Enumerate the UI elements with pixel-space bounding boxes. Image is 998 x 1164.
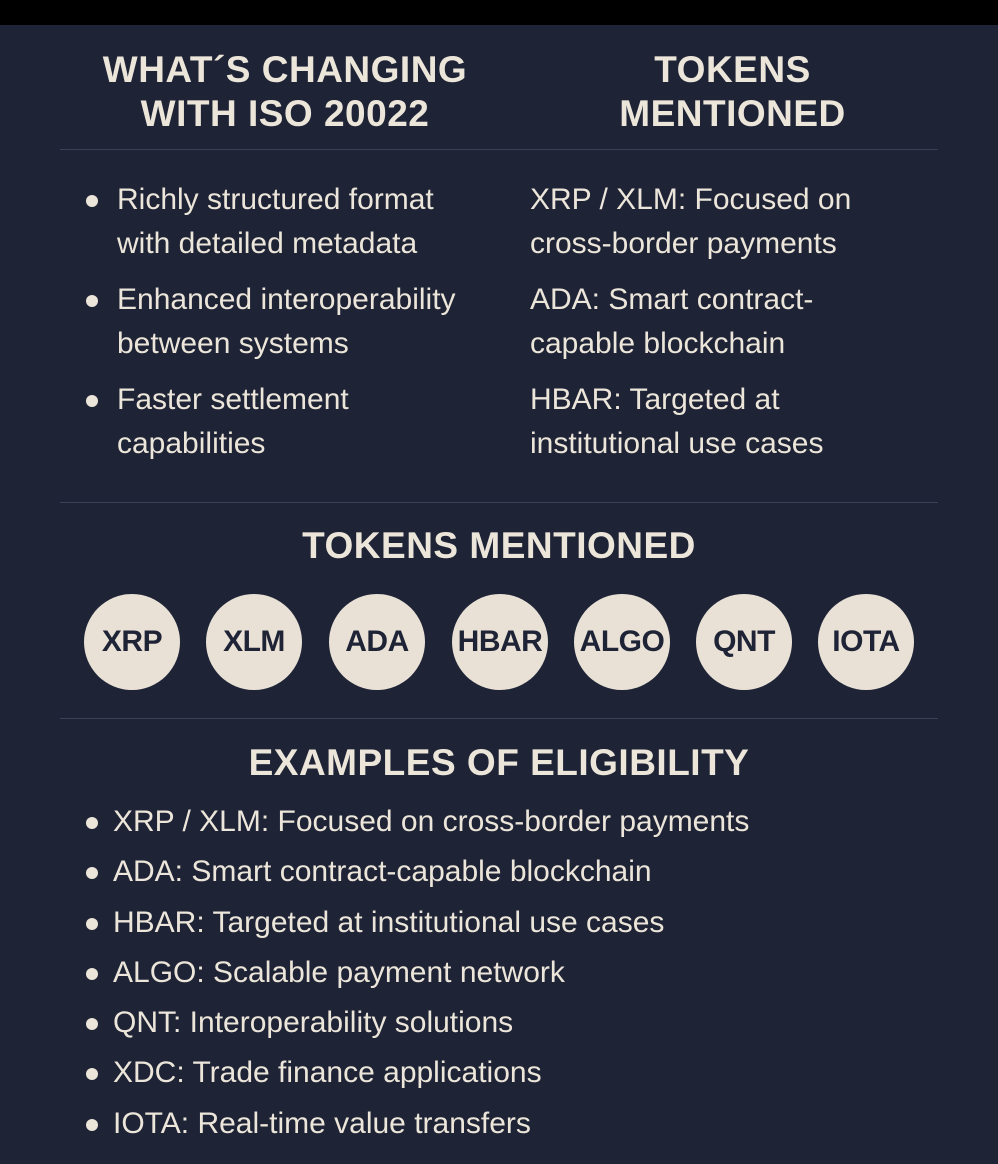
divider-bottom <box>60 718 938 719</box>
example-item: IOTA: Real-time value transfers <box>82 1102 942 1152</box>
token-note-line1: ADA: Smart contract- <box>530 283 814 316</box>
changes-item-line1: Enhanced interoperability <box>117 283 456 316</box>
token-badge-algo: ALGO <box>574 594 670 690</box>
token-badge-hbar: HBAR <box>452 594 548 690</box>
examples-list <box>82 800 942 1152</box>
token-badge-iota: IOTA <box>818 594 914 690</box>
example-item: QNT: Interoperability solutions <box>82 1001 942 1051</box>
changes-heading <box>60 48 510 136</box>
tokens-mentioned-title: TOKENS MENTIONED <box>302 525 696 566</box>
changes-heading-line2: WITH ISO 20022 <box>140 93 430 134</box>
divider-middle <box>60 502 938 503</box>
token-note-line1: XRP / XLM: Focused on <box>530 183 852 216</box>
changes-list <box>82 178 502 478</box>
divider-top <box>60 149 938 150</box>
example-item: ADA: Smart contract-capable blockchain <box>82 850 942 900</box>
example-item: XDC: Trade finance applications <box>82 1051 942 1101</box>
token-note-item <box>530 178 930 266</box>
changes-list-item <box>82 278 502 366</box>
token-note-line2: capable blockchain <box>530 327 786 360</box>
token-note-item <box>530 378 930 466</box>
token-note-item <box>530 278 930 366</box>
token-badge-xrp: XRP <box>84 594 180 690</box>
token-note-line1: HBAR: Targeted at <box>530 383 780 416</box>
example-item: ALGO: Scalable payment network <box>82 951 942 1001</box>
token-badge-qnt: QNT <box>696 594 792 690</box>
example-item: XRP / XLM: Focused on cross-border payments <box>82 800 942 850</box>
changes-list-item <box>82 378 502 466</box>
token-badge-xlm: XLM <box>206 594 302 690</box>
changes-item-line2: with detailed metadata <box>117 227 418 260</box>
examples-title: EXAMPLES OF ELIGIBILITY <box>248 742 750 783</box>
tokens-heading <box>560 48 905 136</box>
token-note-line2: cross-border payments <box>530 227 837 260</box>
tokens-heading-line1: TOKENS <box>654 49 811 90</box>
token-notes-list <box>530 178 930 478</box>
changes-list-item <box>82 178 502 266</box>
changes-item-line1: Richly structured format <box>117 183 434 216</box>
changes-item-line1: Faster settlement <box>117 383 349 416</box>
token-badge-ada: ADA <box>329 594 425 690</box>
changes-heading-line1: WHAT´S CHANGING <box>102 49 468 90</box>
token-note-line2: institutional use cases <box>530 427 824 460</box>
token-badges <box>84 594 914 690</box>
top-bar <box>0 0 998 25</box>
changes-item-line2: between systems <box>117 327 349 360</box>
changes-item-line2: capabilities <box>117 427 266 460</box>
tokens-heading-line2: MENTIONED <box>619 93 846 134</box>
example-item: HBAR: Targeted at institutional use cases <box>82 901 942 951</box>
